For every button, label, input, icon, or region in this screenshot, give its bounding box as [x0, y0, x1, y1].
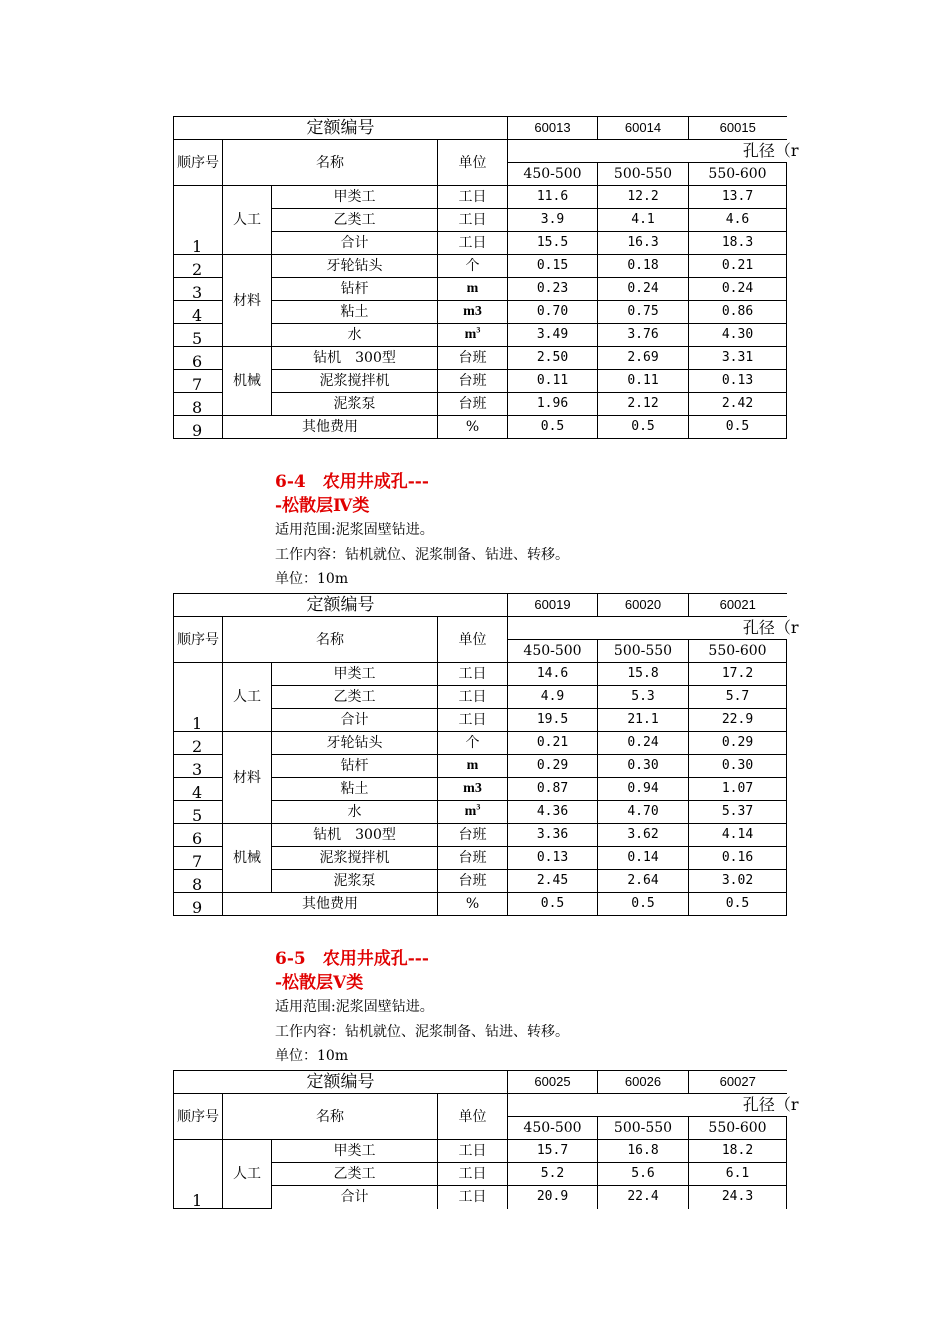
- quota-code: 60026: [598, 1071, 689, 1094]
- diameter-range: 550-600: [689, 640, 787, 663]
- quota-no-label: 定额编号: [174, 594, 508, 617]
- quota-table-3: [173, 1070, 799, 1210]
- value-cell: 4.70: [598, 801, 689, 824]
- unit-text: 单位：10m: [275, 1048, 349, 1064]
- group-material: 材料: [223, 732, 272, 824]
- value-cell: 22.4: [598, 1186, 689, 1209]
- group-labor: 人工: [223, 663, 272, 732]
- name-header: 名称: [223, 1094, 438, 1140]
- seq-number: 1: [174, 663, 223, 732]
- value-cell: 0.13: [508, 847, 598, 870]
- value-cell: 0.23: [508, 278, 598, 301]
- value-cell: 0.24: [598, 732, 689, 755]
- value-cell: 6.1: [689, 1163, 787, 1186]
- item-unit: 个: [438, 732, 508, 755]
- item-unit: m3: [438, 778, 508, 801]
- value-cell: 0.24: [689, 278, 787, 301]
- value-cell: 2.64: [598, 870, 689, 893]
- item-unit: 工日: [438, 709, 508, 732]
- item-name: 水: [272, 324, 438, 347]
- seq-number: 3: [174, 755, 223, 778]
- value-cell: 0.29: [508, 755, 598, 778]
- hole-diameter-header: 孔径（r: [508, 140, 787, 163]
- item-name: 合计: [272, 1186, 438, 1209]
- item-name: 合计: [272, 232, 438, 255]
- value-cell: 4.9: [508, 686, 598, 709]
- item-name: 乙类工: [272, 209, 438, 232]
- seq-number: 5: [174, 324, 223, 347]
- value-cell: 4.30: [689, 324, 787, 347]
- value-cell: 3.31: [689, 347, 787, 370]
- section-title: 6-4 农用井成孔---: [275, 472, 429, 492]
- group-labor: 人工: [223, 186, 272, 255]
- item-name: 泥浆搅拌机: [272, 370, 438, 393]
- item-name: 甲类工: [272, 663, 438, 686]
- value-cell: 4.14: [689, 824, 787, 847]
- value-cell: 0.15: [508, 255, 598, 278]
- value-cell: 3.02: [689, 870, 787, 893]
- scope-text: 适用范围:泥浆固壁钻进。: [275, 999, 434, 1015]
- item-name: 泥浆搅拌机: [272, 847, 438, 870]
- value-cell: 2.69: [598, 347, 689, 370]
- item-unit: 台班: [438, 847, 508, 870]
- seq-number: 2: [174, 255, 223, 278]
- seq-number: 6: [174, 824, 223, 847]
- item-unit: 台班: [438, 824, 508, 847]
- item-name: 钻机 300型: [272, 347, 438, 370]
- value-cell: 0.94: [598, 778, 689, 801]
- seq-header: 顺序号: [174, 617, 223, 663]
- item-name: 乙类工: [272, 686, 438, 709]
- value-cell: 0.24: [598, 278, 689, 301]
- item-name: 乙类工: [272, 1163, 438, 1186]
- value-cell: 5.7: [689, 686, 787, 709]
- value-cell: 5.2: [508, 1163, 598, 1186]
- item-unit: %: [438, 416, 508, 439]
- seq-number: 7: [174, 847, 223, 870]
- seq-number: 1: [174, 1140, 223, 1209]
- item-name: 水: [272, 801, 438, 824]
- item-unit: $m^3$: [438, 801, 508, 824]
- seq-number: 1: [174, 186, 223, 255]
- group-machine: 机械: [223, 824, 272, 893]
- value-cell: 3.49: [508, 324, 598, 347]
- item-name: 泥浆泵: [272, 393, 438, 416]
- quota-code: 60025: [508, 1071, 598, 1094]
- item-unit: 台班: [438, 347, 508, 370]
- quota-code: 60014: [598, 117, 689, 140]
- seq-number: 4: [174, 778, 223, 801]
- diameter-range: 550-600: [689, 163, 787, 186]
- item-unit: 工日: [438, 186, 508, 209]
- value-cell: 0.5: [689, 893, 787, 916]
- item-unit: 工日: [438, 1140, 508, 1163]
- quota-code: 60020: [598, 594, 689, 617]
- section-title: -松散层Ⅳ类: [275, 496, 370, 516]
- item-name: 合计: [272, 709, 438, 732]
- value-cell: 5.37: [689, 801, 787, 824]
- quota-code: 60013: [508, 117, 598, 140]
- value-cell: 1.96: [508, 393, 598, 416]
- value-cell: 0.14: [598, 847, 689, 870]
- diameter-range: 450-500: [508, 1117, 598, 1140]
- seq-number: 8: [174, 393, 223, 416]
- value-cell: 12.2: [598, 186, 689, 209]
- hole-diameter-header: 孔径（r: [508, 1094, 787, 1117]
- item-unit: 工日: [438, 1163, 508, 1186]
- group-machine: 机械: [223, 347, 272, 416]
- unit-header: 单位: [438, 617, 508, 663]
- value-cell: 2.45: [508, 870, 598, 893]
- seq-number: 6: [174, 347, 223, 370]
- item-name: 钻杆: [272, 755, 438, 778]
- value-cell: 16.8: [598, 1140, 689, 1163]
- name-header: 名称: [223, 617, 438, 663]
- value-cell: 3.36: [508, 824, 598, 847]
- seq-number: 2: [174, 732, 223, 755]
- value-cell: 5.3: [598, 686, 689, 709]
- value-cell: 19.5: [508, 709, 598, 732]
- item-name: 其他费用: [223, 416, 438, 439]
- item-unit: 工日: [438, 209, 508, 232]
- item-unit: %: [438, 893, 508, 916]
- value-cell: 0.5: [598, 893, 689, 916]
- diameter-range: 500-550: [598, 640, 689, 663]
- value-cell: 2.42: [689, 393, 787, 416]
- value-cell: 0.18: [598, 255, 689, 278]
- item-name: 牙轮钻头: [272, 732, 438, 755]
- value-cell: 0.29: [689, 732, 787, 755]
- item-unit: m3: [438, 301, 508, 324]
- value-cell: 2.12: [598, 393, 689, 416]
- item-unit: 工日: [438, 663, 508, 686]
- seq-number: 4: [174, 301, 223, 324]
- value-cell: 0.21: [689, 255, 787, 278]
- section-6-5: [275, 947, 569, 1067]
- value-cell: 4.6: [689, 209, 787, 232]
- value-cell: 0.11: [508, 370, 598, 393]
- value-cell: 15.8: [598, 663, 689, 686]
- value-cell: 3.76: [598, 324, 689, 347]
- seq-number: 3: [174, 278, 223, 301]
- value-cell: 0.5: [598, 416, 689, 439]
- quota-table-2: [173, 593, 799, 917]
- value-cell: 3.62: [598, 824, 689, 847]
- item-name: 粘土: [272, 778, 438, 801]
- value-cell: 11.6: [508, 186, 598, 209]
- value-cell: 20.9: [508, 1186, 598, 1209]
- item-name: 泥浆泵: [272, 870, 438, 893]
- value-cell: 0.21: [508, 732, 598, 755]
- value-cell: 0.5: [508, 416, 598, 439]
- diameter-range: 500-550: [598, 163, 689, 186]
- seq-header: 顺序号: [174, 140, 223, 186]
- item-name: 其他费用: [223, 893, 438, 916]
- item-name: 甲类工: [272, 1140, 438, 1163]
- value-cell: 21.1: [598, 709, 689, 732]
- section-title: -松散层Ⅴ类: [275, 973, 364, 993]
- unit-text: 单位：10m: [275, 571, 349, 587]
- item-unit: 个: [438, 255, 508, 278]
- hole-diameter-header: 孔径（r: [508, 617, 787, 640]
- value-cell: 0.11: [598, 370, 689, 393]
- value-cell: 0.87: [508, 778, 598, 801]
- seq-number: 7: [174, 370, 223, 393]
- diameter-range: 450-500: [508, 163, 598, 186]
- quota-table-1: [173, 116, 799, 440]
- value-cell: 0.86: [689, 301, 787, 324]
- value-cell: 22.9: [689, 709, 787, 732]
- section-6-4: [275, 470, 569, 590]
- value-cell: 4.1: [598, 209, 689, 232]
- quota-no-label: 定额编号: [174, 117, 508, 140]
- value-cell: 0.30: [689, 755, 787, 778]
- item-unit: 台班: [438, 870, 508, 893]
- group-material: 材料: [223, 255, 272, 347]
- value-cell: 17.2: [689, 663, 787, 686]
- value-cell: 3.9: [508, 209, 598, 232]
- value-cell: 0.75: [598, 301, 689, 324]
- diameter-range: 500-550: [598, 1117, 689, 1140]
- item-unit: 工日: [438, 232, 508, 255]
- value-cell: 0.30: [598, 755, 689, 778]
- seq-number: 9: [174, 893, 223, 916]
- item-unit: 台班: [438, 393, 508, 416]
- value-cell: 0.16: [689, 847, 787, 870]
- value-cell: 18.2: [689, 1140, 787, 1163]
- seq-number: 5: [174, 801, 223, 824]
- item-unit: 工日: [438, 1186, 508, 1209]
- work-content-text: 工作内容：钻机就位、泥浆制备、钻进、转移。: [275, 1024, 569, 1040]
- quota-code: 60021: [689, 594, 787, 617]
- value-cell: 4.36: [508, 801, 598, 824]
- value-cell: 0.13: [689, 370, 787, 393]
- item-unit: m: [438, 278, 508, 301]
- group-labor: 人工: [223, 1140, 272, 1209]
- value-cell: 13.7: [689, 186, 787, 209]
- value-cell: 0.5: [689, 416, 787, 439]
- value-cell: 15.7: [508, 1140, 598, 1163]
- unit-header: 单位: [438, 140, 508, 186]
- diameter-range: 550-600: [689, 1117, 787, 1140]
- item-name: 钻杆: [272, 278, 438, 301]
- seq-number: 9: [174, 416, 223, 439]
- quota-code: 60019: [508, 594, 598, 617]
- value-cell: 1.07: [689, 778, 787, 801]
- item-unit: m: [438, 755, 508, 778]
- quota-code: 60015: [689, 117, 787, 140]
- value-cell: 0.5: [508, 893, 598, 916]
- value-cell: 16.3: [598, 232, 689, 255]
- value-cell: 24.3: [689, 1186, 787, 1209]
- value-cell: 15.5: [508, 232, 598, 255]
- item-name: 钻机 300型: [272, 824, 438, 847]
- seq-number: 8: [174, 870, 223, 893]
- diameter-range: 450-500: [508, 640, 598, 663]
- name-header: 名称: [223, 140, 438, 186]
- item-unit: 台班: [438, 370, 508, 393]
- quota-no-label: 定额编号: [174, 1071, 508, 1094]
- value-cell: 5.6: [598, 1163, 689, 1186]
- value-cell: 0.70: [508, 301, 598, 324]
- value-cell: 18.3: [689, 232, 787, 255]
- item-unit: 工日: [438, 686, 508, 709]
- unit-header: 单位: [438, 1094, 508, 1140]
- scope-text: 适用范围:泥浆固壁钻进。: [275, 522, 434, 538]
- item-name: 甲类工: [272, 186, 438, 209]
- section-title: 6-5 农用井成孔---: [275, 949, 429, 969]
- quota-code: 60027: [689, 1071, 787, 1094]
- work-content-text: 工作内容：钻机就位、泥浆制备、钻进、转移。: [275, 547, 569, 563]
- item-name: 粘土: [272, 301, 438, 324]
- item-name: 牙轮钻头: [272, 255, 438, 278]
- seq-header: 顺序号: [174, 1094, 223, 1140]
- value-cell: 14.6: [508, 663, 598, 686]
- value-cell: 2.50: [508, 347, 598, 370]
- item-unit: $m^3$: [438, 324, 508, 347]
